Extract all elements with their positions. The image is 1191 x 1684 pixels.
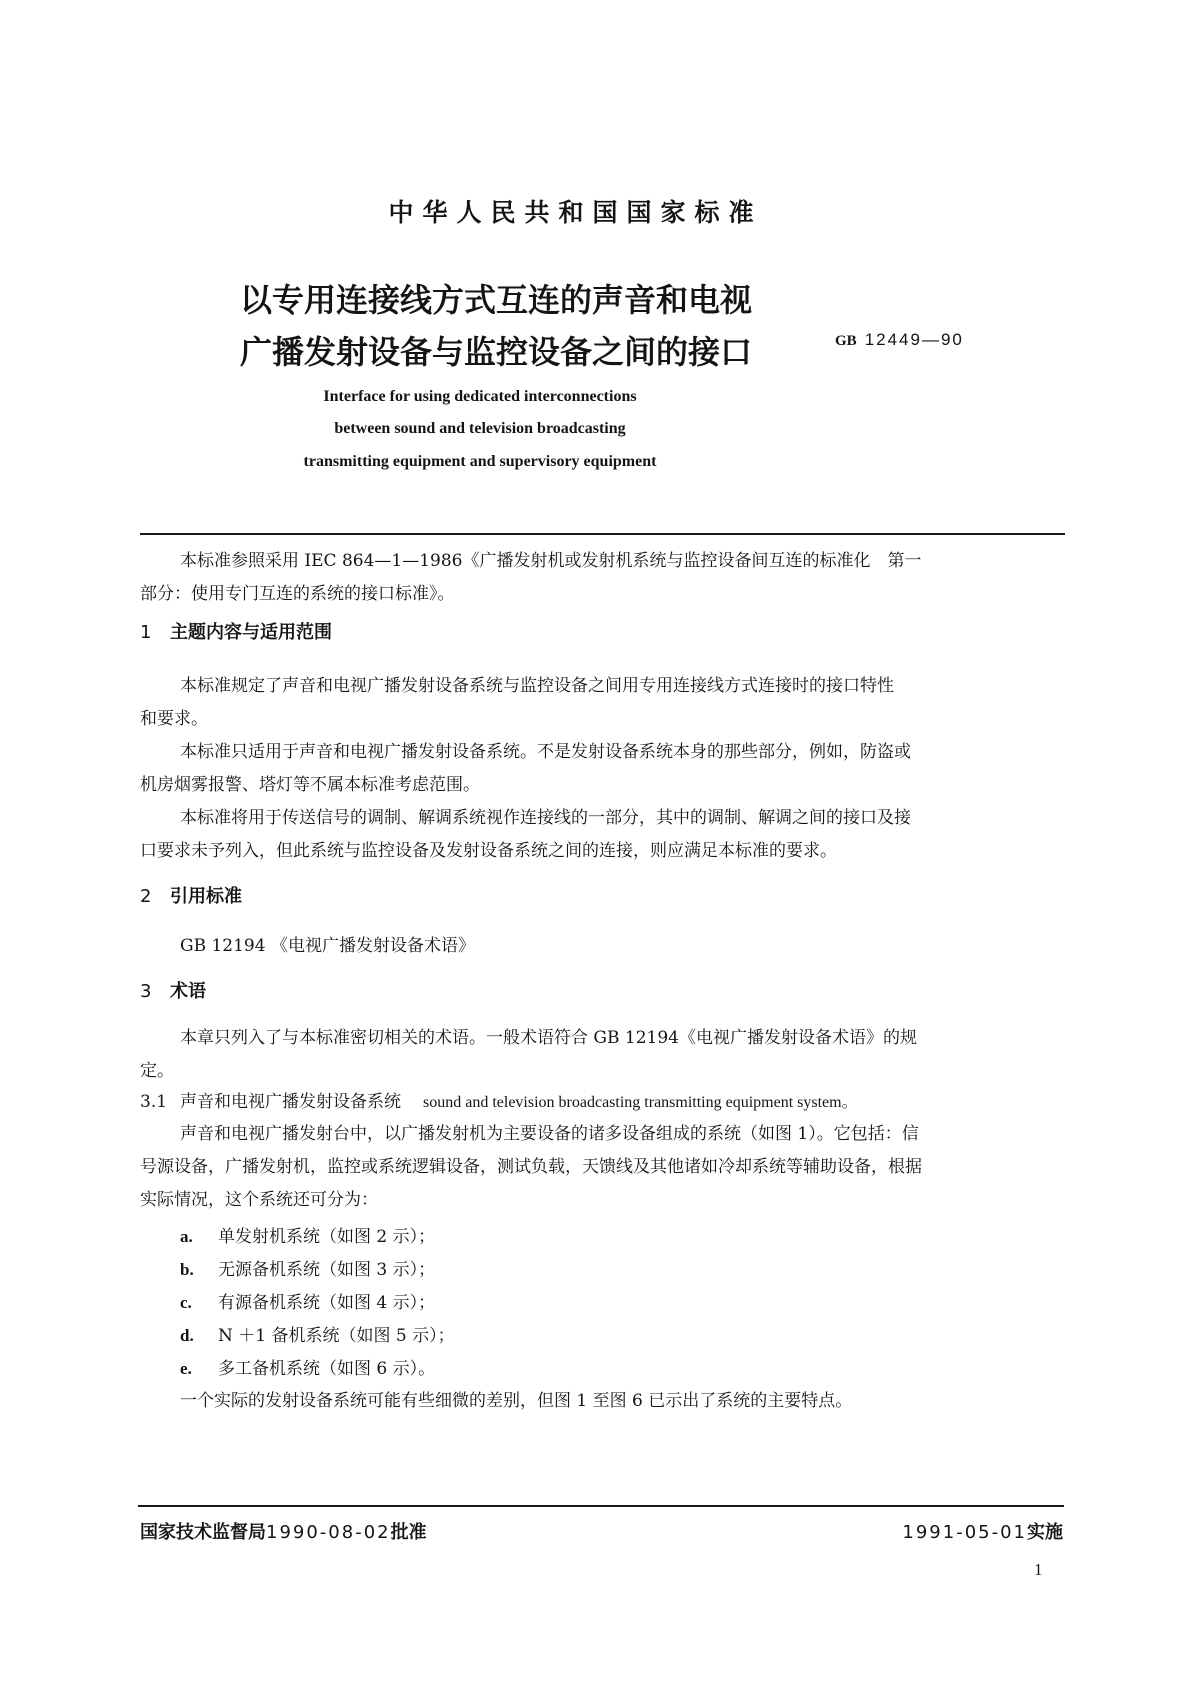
intro-line2: 部分：使用专门互连的系统的接口标准》。 xyxy=(140,584,455,604)
paragraph-line: 本标准只适用于声音和电视广播发射设备系统。不是发射设备系统本身的那些部分，例如，防盗或 xyxy=(180,742,911,762)
footer-divider xyxy=(138,1505,1064,1507)
subsection-title-cn: 声音和电视广播发射设备系统 xyxy=(180,1092,401,1112)
subsection-title-en: sound and television broadcasting transmitting equipment system。 xyxy=(423,1094,858,1111)
list-text: N ＋1 备机系统（如图 5 示）； xyxy=(218,1326,455,1346)
list-marker: c. xyxy=(180,1293,192,1312)
paragraph-line: 和要求。 xyxy=(140,709,208,729)
list-item xyxy=(180,1222,435,1247)
closing-paragraph: 一个实际的发射设备系统可能有些细微的差别，但图 1 至图 6 已示出了系统的主要特点。 xyxy=(180,1391,853,1411)
reference-item: GB 12194 《电视广播发射设备术语》 xyxy=(180,936,475,956)
section-number: 2 xyxy=(140,886,152,907)
paragraph-line: 号源设备，广播发射机，监控或系统逻辑设备，测试负载，天馈线及其他诸如冷却系统等辅助设备，根据 xyxy=(140,1157,922,1177)
section-title: 术语 xyxy=(170,981,206,1002)
paragraph-line: 实际情况，这个系统还可分为： xyxy=(140,1190,378,1210)
approval-info xyxy=(140,1518,427,1544)
page-number: 1 xyxy=(1034,1560,1043,1579)
list-text: 多工备机系统（如图 6 示）。 xyxy=(218,1359,436,1379)
approved-date: 1990-08-02 xyxy=(266,1522,391,1543)
header-divider xyxy=(140,533,1065,535)
section-title: 引用标准 xyxy=(170,886,242,907)
paragraph-line: 本标准规定了声音和电视广播发射设备系统与监控设备之间用专用连接线方式连接时的接口特性 xyxy=(180,676,894,696)
document-title-en-line2: between sound and television broadcasting xyxy=(334,420,626,437)
approved-label: 批准 xyxy=(390,1522,427,1543)
subsection-number: 3.1 xyxy=(140,1092,168,1112)
paragraph-line: 口要求未予列入，但此系统与监控设备及发射设备系统之间的连接，则应满足本标准的要求。 xyxy=(140,841,837,861)
document-title-cn-line2: 广播发射设备与监控设备之间的接口 xyxy=(240,333,753,371)
standard-number xyxy=(835,330,964,350)
list-marker: d. xyxy=(180,1326,194,1345)
paragraph-line: 本章只列入了与本标准密切相关的术语。一般术语符合 GB 12194《电视广播发射设备术语》的规 xyxy=(180,1028,917,1048)
intro-line1: 本标准参照采用 IEC 864—1—1986《广播发射机或发射机系统与监控设备间互连的标准化 第一 xyxy=(180,551,922,571)
effective-date: 1991-05-01 xyxy=(902,1522,1027,1543)
section-number: 3 xyxy=(140,981,152,1002)
list-item xyxy=(180,1354,435,1379)
list-text: 单发射机系统（如图 2 示）； xyxy=(218,1227,436,1247)
section-2-heading xyxy=(140,882,242,908)
paragraph-line: 本标准将用于传送信号的调制、解调系统视作连接线的一部分，其中的调制、解调之间的接口及接 xyxy=(180,808,911,828)
list-marker: e. xyxy=(180,1359,192,1378)
paragraph-line: 定。 xyxy=(140,1061,174,1081)
standard-code: 12449—90 xyxy=(864,330,964,349)
document-title-en-line1: Interface for using dedicated interconnections xyxy=(323,388,637,405)
list-text: 有源备机系统（如图 4 示）； xyxy=(218,1293,436,1313)
list-item xyxy=(180,1255,435,1280)
section-number: 1 xyxy=(140,622,152,643)
section-1-heading xyxy=(140,618,332,644)
standard-prefix: GB xyxy=(835,333,857,349)
list-text: 无源备机系统（如图 3 示）； xyxy=(218,1260,436,1280)
issuer: 国家技术监督局 xyxy=(140,1522,266,1543)
effective-info xyxy=(902,1518,1063,1544)
subsection-3-1-heading xyxy=(140,1086,1068,1119)
paragraph-line: 声音和电视广播发射台中，以广播发射机为主要设备的诸多设备组成的系统（如图 1）。它包括：信 xyxy=(180,1124,919,1144)
section-title: 主题内容与适用范围 xyxy=(170,622,332,643)
section-3-heading xyxy=(140,977,206,1003)
list-marker: a. xyxy=(180,1227,193,1246)
document-title-en-line3: transmitting equipment and supervisory equipment xyxy=(303,453,657,470)
effective-label: 实施 xyxy=(1027,1522,1063,1543)
list-item xyxy=(180,1288,435,1313)
paragraph-line: 机房烟雾报警、塔灯等不属本标准考虑范围。 xyxy=(140,775,480,795)
document-title-cn-line1: 以专用连接线方式互连的声音和电视 xyxy=(240,281,753,319)
national-standard-heading: 中华人民共和国国家标准 xyxy=(388,198,763,227)
list-item xyxy=(180,1321,455,1346)
list-marker: b. xyxy=(180,1260,194,1279)
